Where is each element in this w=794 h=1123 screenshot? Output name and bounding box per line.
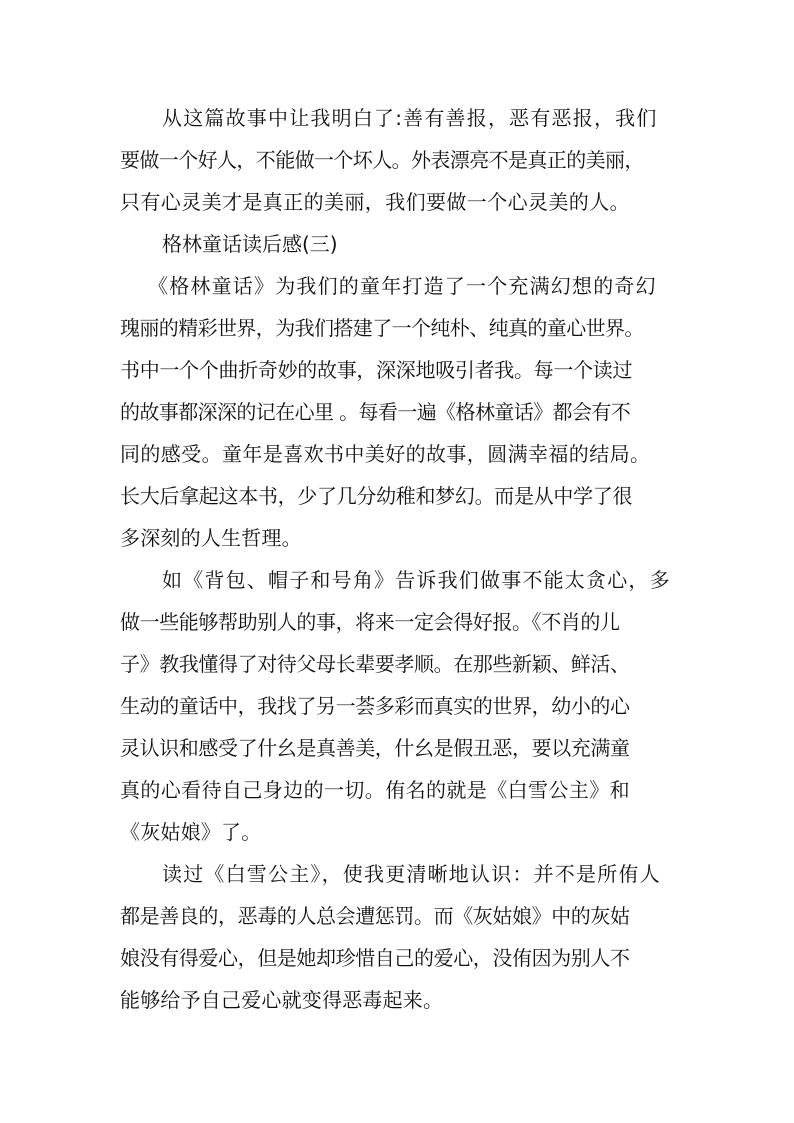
paragraph-4-line-1: 如《背包、帽子和号角》告诉我们做事不能太贪心，多 <box>162 568 671 592</box>
paragraph-4-line-5: 灵认识和感受了什幺是真善美，什幺是假丑恶，要以充满童 <box>120 736 630 760</box>
paragraph-5-line-2: 都是善良的，恶毒的人总会遭惩罚。而《灰姑娘》中的灰姑 <box>120 904 630 928</box>
paragraph-4-line-6: 真的心看待自己身边的一切。侑名的就是《白雪公主》和 <box>120 778 630 802</box>
paragraph-1-line-3: 只有心灵美才是真正的美丽，我们要做一个心灵美的人。 <box>120 190 630 214</box>
paragraph-3-line-5: 同的感受。童年是喜欢书中美好的故事，圆满幸福的结局。 <box>120 442 651 466</box>
paragraph-5-line-4: 能够给予自己爱心就变得恶毒起来。 <box>120 988 444 1012</box>
paragraph-5-line-3: 娘没有得爱心，但是她却珍惜自己的爱心，没侑因为别人不 <box>120 946 630 970</box>
paragraph-1-line-1: 从这篇故事中让我明白了:善有善报，恶有恶报，我们 <box>162 106 658 130</box>
section-heading: 格林童话读后感(三) <box>162 232 338 256</box>
paragraph-3-line-3: 书中一个个曲折奇妙的故事，深深地吸引者我。每一个读过 <box>120 358 633 382</box>
paragraph-4-line-3: 子》教我懂得了对待父母长辈要孝顺。在那些新颖、鲜活、 <box>120 652 630 676</box>
paragraph-1-line-2: 要做一个好人，不能做一个坏人。外表漂亮不是真正的美丽， <box>120 148 644 172</box>
paragraph-4-line-4: 生动的童话中，我找了另一荟多彩而真实的世界，幼小的心 <box>120 694 630 718</box>
paragraph-4-line-7: 《灰姑娘》了。 <box>120 820 262 844</box>
paragraph-3-line-7: 多深刻的人生哲理。 <box>120 526 302 550</box>
paragraph-3-line-6: 长大后拿起这本书，少了几分幼稚和梦幻。而是从中学了很 <box>120 484 633 508</box>
paragraph-5-line-1: 读过《白雪公主》，使我更清晰地认识：并不是所侑人 <box>162 862 661 886</box>
paragraph-4-line-2: 做一些能够帮助别人的事，将来一定会得好报。《不肖的儿 <box>120 610 620 634</box>
paragraph-3-line-1: 《格林童话》为我们的童年打造了一个充满幻想的奇幻 <box>148 274 657 298</box>
paragraph-3-line-4: 的故事都深深的记在心里 。每看一遍《格林童话》都会有不 <box>120 400 631 424</box>
paragraph-3-line-2: 瑰丽的精彩世界，为我们搭建了一个纯朴、纯真的童心世界。 <box>120 316 644 340</box>
